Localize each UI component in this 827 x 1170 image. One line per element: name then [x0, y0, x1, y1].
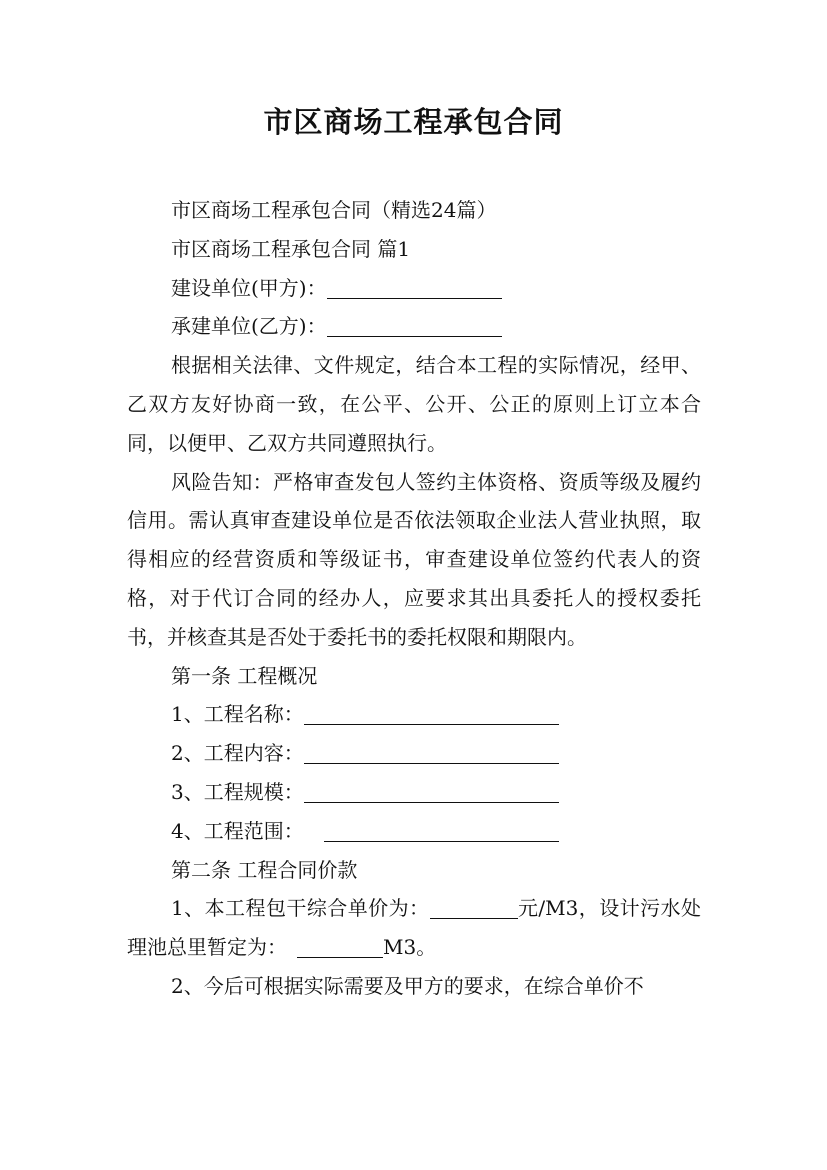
item2-paragraph: 2、今后可根据实际需要及甲方的要求，在综合单价不 — [171, 973, 644, 998]
party-a-blank — [327, 274, 502, 299]
price-unit: 元/M3，设计污水处理池总里暂定为： — [127, 896, 701, 960]
price-unit-end: M3。 — [383, 935, 437, 960]
document-title: 市区商场工程承包合同 — [263, 105, 564, 139]
article1-item — [0, 695, 827, 734]
article1-item — [0, 812, 827, 851]
item-blank — [304, 700, 559, 725]
article1-item — [0, 773, 827, 812]
price-paragraph — [0, 889, 827, 967]
item-label: 2、工程内容： — [171, 741, 304, 766]
item-label: 4、工程范围： — [171, 818, 304, 843]
item-label: 3、工程规模： — [171, 779, 304, 804]
item-blank — [304, 739, 559, 764]
party-b-line — [0, 307, 827, 346]
party-b-blank — [327, 312, 502, 337]
price-blank — [430, 894, 518, 919]
article2-heading: 第二条 工程合同价款 — [171, 857, 358, 882]
subtitle: 市区商场工程承包合同（精选24篇） — [171, 198, 497, 222]
section-heading: 市区商场工程承包合同 篇1 — [171, 236, 411, 261]
party-a-line — [0, 269, 827, 308]
risk-paragraph: 风险告知：严格审查发包人签约主体资格、资质等级及履约信用。需认真审查建设单位是否依法领取企业法人营业执照，取得相应的经营资质和等级证书，审查建设单位签约代表人的资格，对于代订合同的经办人，应要求其出具委托人的授权委托书，并核查其是否处于委托书的委托权限和期限内。 — [127, 469, 701, 649]
volume-blank — [297, 933, 383, 958]
party-b-label: 承建单位(乙方)： — [171, 314, 327, 339]
item-label: 1、工程名称： — [171, 702, 304, 727]
item-blank — [324, 817, 559, 842]
document-body — [0, 191, 827, 1006]
intro-paragraph: 根据相关法律、文件规定，结合本工程的实际情况，经甲、乙双方友好协商一致，在公平、公开、公正的原则上订立本合同，以便甲、乙双方共同遵照执行。 — [127, 353, 701, 455]
article1-heading: 第一条 工程概况 — [171, 663, 318, 688]
item-blank — [304, 778, 559, 803]
price-text: 1、本工程包干综合单价为： — [171, 896, 430, 921]
party-a-label: 建设单位(甲方)： — [171, 275, 327, 300]
article1-item — [0, 734, 827, 773]
